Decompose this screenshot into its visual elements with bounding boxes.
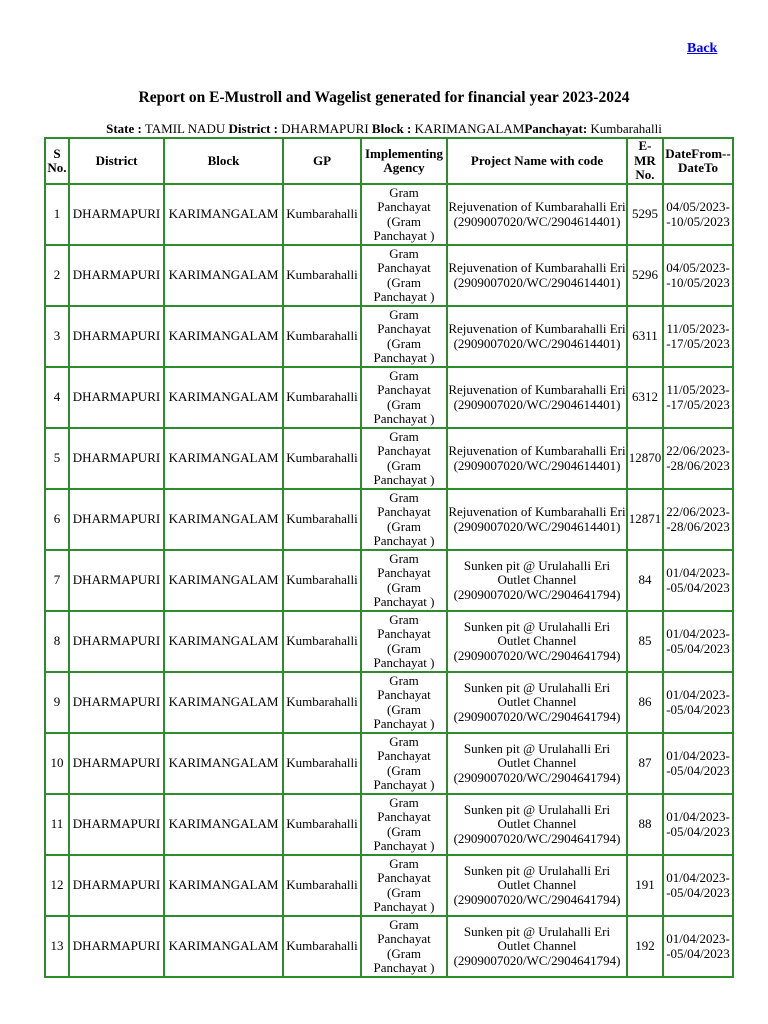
cell-sno: 3 <box>45 306 69 367</box>
cell-gp: Kumbarahalli <box>283 916 361 977</box>
header-district: District <box>69 138 164 184</box>
cell-district: DHARMAPURI <box>69 855 164 916</box>
cell-district: DHARMAPURI <box>69 306 164 367</box>
table-row <box>45 184 733 245</box>
cell-district: DHARMAPURI <box>69 550 164 611</box>
cell-dates: 22/06/2023--28/06/2023 <box>663 428 733 489</box>
cell-gp: Kumbarahalli <box>283 306 361 367</box>
cell-dates: 01/04/2023--05/04/2023 <box>663 550 733 611</box>
panchayat-value: Kumbarahalli <box>590 121 662 136</box>
cell-agency: Gram Panchayat (Gram Panchayat ) <box>361 855 447 916</box>
cell-sno: 10 <box>45 733 69 794</box>
cell-project: Rejuvenation of Kumbarahalli Eri (2909007020/WC/2904614401) <box>447 489 627 550</box>
cell-emr: 192 <box>627 916 663 977</box>
cell-project: Sunken pit @ Urulahalli Eri Outlet Channel (2909007020/WC/2904641794) <box>447 672 627 733</box>
table-row <box>45 550 733 611</box>
cell-district: DHARMAPURI <box>69 672 164 733</box>
cell-block: KARIMANGALAM <box>164 184 283 245</box>
cell-dates: 04/05/2023--10/05/2023 <box>663 184 733 245</box>
cell-emr: 87 <box>627 733 663 794</box>
state-label: State : <box>106 121 142 136</box>
header-emr: E-MR No. <box>627 138 663 184</box>
cell-sno: 12 <box>45 855 69 916</box>
cell-sno: 1 <box>45 184 69 245</box>
header-project: Project Name with code <box>447 138 627 184</box>
cell-gp: Kumbarahalli <box>283 489 361 550</box>
report-title: Report on E-Mustroll and Wagelist generated for financial year 2023-2024 <box>138 89 630 106</box>
header-gp: GP <box>283 138 361 184</box>
header-agency: Implementing Agency <box>361 138 447 184</box>
cell-dates: 01/04/2023--05/04/2023 <box>663 611 733 672</box>
cell-district: DHARMAPURI <box>69 489 164 550</box>
cell-emr: 6311 <box>627 306 663 367</box>
cell-district: DHARMAPURI <box>69 916 164 977</box>
cell-project: Sunken pit @ Urulahalli Eri Outlet Channel (2909007020/WC/2904641794) <box>447 794 627 855</box>
table-row <box>45 428 733 489</box>
table-row <box>45 611 733 672</box>
cell-block: KARIMANGALAM <box>164 794 283 855</box>
table-row <box>45 855 733 916</box>
cell-dates: 11/05/2023--17/05/2023 <box>663 367 733 428</box>
cell-agency: Gram Panchayat (Gram Panchayat ) <box>361 428 447 489</box>
cell-gp: Kumbarahalli <box>283 611 361 672</box>
cell-dates: 04/05/2023--10/05/2023 <box>663 245 733 306</box>
table-row <box>45 672 733 733</box>
cell-project: Sunken pit @ Urulahalli Eri Outlet Channel (2909007020/WC/2904641794) <box>447 916 627 977</box>
cell-sno: 2 <box>45 245 69 306</box>
cell-district: DHARMAPURI <box>69 245 164 306</box>
table-row <box>45 916 733 977</box>
cell-project: Sunken pit @ Urulahalli Eri Outlet Channel (2909007020/WC/2904641794) <box>447 550 627 611</box>
block-value: KARIMANGALAM <box>414 121 525 136</box>
cell-project: Sunken pit @ Urulahalli Eri Outlet Channel (2909007020/WC/2904641794) <box>447 611 627 672</box>
cell-dates: 01/04/2023--05/04/2023 <box>663 672 733 733</box>
district-label: District : <box>228 121 278 136</box>
cell-project: Rejuvenation of Kumbarahalli Eri (2909007020/WC/2904614401) <box>447 367 627 428</box>
panchayat-label: Panchayat: <box>524 121 588 136</box>
cell-sno: 5 <box>45 428 69 489</box>
table-row <box>45 306 733 367</box>
cell-sno: 9 <box>45 672 69 733</box>
cell-emr: 12871 <box>627 489 663 550</box>
header-block: Block <box>164 138 283 184</box>
cell-block: KARIMANGALAM <box>164 733 283 794</box>
cell-block: KARIMANGALAM <box>164 245 283 306</box>
cell-emr: 88 <box>627 794 663 855</box>
cell-project: Rejuvenation of Kumbarahalli Eri (2909007020/WC/2904614401) <box>447 306 627 367</box>
cell-gp: Kumbarahalli <box>283 428 361 489</box>
table-row <box>45 245 733 306</box>
state-value: TAMIL NADU <box>144 121 226 136</box>
cell-project: Rejuvenation of Kumbarahalli Eri (2909007020/WC/2904614401) <box>447 245 627 306</box>
cell-agency: Gram Panchayat (Gram Panchayat ) <box>361 794 447 855</box>
cell-block: KARIMANGALAM <box>164 489 283 550</box>
table-header-row <box>45 138 733 184</box>
cell-emr: 85 <box>627 611 663 672</box>
cell-emr: 5296 <box>627 245 663 306</box>
cell-emr: 5295 <box>627 184 663 245</box>
table-row <box>45 733 733 794</box>
cell-agency: Gram Panchayat (Gram Panchayat ) <box>361 245 447 306</box>
cell-district: DHARMAPURI <box>69 367 164 428</box>
emustroll-table <box>44 137 734 978</box>
cell-emr: 12870 <box>627 428 663 489</box>
cell-sno: 13 <box>45 916 69 977</box>
cell-emr: 86 <box>627 672 663 733</box>
cell-gp: Kumbarahalli <box>283 672 361 733</box>
cell-agency: Gram Panchayat (Gram Panchayat ) <box>361 184 447 245</box>
cell-block: KARIMANGALAM <box>164 428 283 489</box>
cell-sno: 8 <box>45 611 69 672</box>
cell-dates: 01/04/2023--05/04/2023 <box>663 916 733 977</box>
cell-agency: Gram Panchayat (Gram Panchayat ) <box>361 306 447 367</box>
cell-district: DHARMAPURI <box>69 184 164 245</box>
header-dates: DateFrom--DateTo <box>663 138 733 184</box>
cell-gp: Kumbarahalli <box>283 245 361 306</box>
cell-sno: 6 <box>45 489 69 550</box>
cell-block: KARIMANGALAM <box>164 611 283 672</box>
cell-agency: Gram Panchayat (Gram Panchayat ) <box>361 367 447 428</box>
cell-project: Rejuvenation of Kumbarahalli Eri (2909007020/WC/2904614401) <box>447 184 627 245</box>
cell-block: KARIMANGALAM <box>164 916 283 977</box>
cell-dates: 11/05/2023--17/05/2023 <box>663 306 733 367</box>
cell-project: Rejuvenation of Kumbarahalli Eri (2909007020/WC/2904614401) <box>447 428 627 489</box>
cell-block: KARIMANGALAM <box>164 855 283 916</box>
cell-block: KARIMANGALAM <box>164 672 283 733</box>
cell-agency: Gram Panchayat (Gram Panchayat ) <box>361 611 447 672</box>
cell-dates: 01/04/2023--05/04/2023 <box>663 733 733 794</box>
cell-agency: Gram Panchayat (Gram Panchayat ) <box>361 916 447 977</box>
cell-block: KARIMANGALAM <box>164 367 283 428</box>
table-row <box>45 367 733 428</box>
cell-emr: 6312 <box>627 367 663 428</box>
cell-project: Sunken pit @ Urulahalli Eri Outlet Channel (2909007020/WC/2904641794) <box>447 733 627 794</box>
cell-gp: Kumbarahalli <box>283 855 361 916</box>
cell-district: DHARMAPURI <box>69 428 164 489</box>
cell-district: DHARMAPURI <box>69 794 164 855</box>
cell-dates: 01/04/2023--05/04/2023 <box>663 794 733 855</box>
cell-district: DHARMAPURI <box>69 611 164 672</box>
back-link[interactable]: Back <box>687 41 718 56</box>
cell-emr: 84 <box>627 550 663 611</box>
cell-agency: Gram Panchayat (Gram Panchayat ) <box>361 733 447 794</box>
cell-sno: 11 <box>45 794 69 855</box>
cell-gp: Kumbarahalli <box>283 184 361 245</box>
table-row <box>45 794 733 855</box>
cell-agency: Gram Panchayat (Gram Panchayat ) <box>361 550 447 611</box>
cell-gp: Kumbarahalli <box>283 367 361 428</box>
cell-district: DHARMAPURI <box>69 733 164 794</box>
cell-block: KARIMANGALAM <box>164 306 283 367</box>
report-filters <box>0 121 768 137</box>
cell-sno: 4 <box>45 367 69 428</box>
cell-emr: 191 <box>627 855 663 916</box>
header-sno: S No. <box>45 138 69 184</box>
district-value: DHARMAPURI <box>281 121 369 136</box>
block-label: Block : <box>371 121 412 136</box>
cell-sno: 7 <box>45 550 69 611</box>
cell-dates: 22/06/2023--28/06/2023 <box>663 489 733 550</box>
cell-agency: Gram Panchayat (Gram Panchayat ) <box>361 489 447 550</box>
cell-gp: Kumbarahalli <box>283 794 361 855</box>
cell-agency: Gram Panchayat (Gram Panchayat ) <box>361 672 447 733</box>
table-row <box>45 489 733 550</box>
cell-project: Sunken pit @ Urulahalli Eri Outlet Channel (2909007020/WC/2904641794) <box>447 855 627 916</box>
cell-block: KARIMANGALAM <box>164 550 283 611</box>
cell-gp: Kumbarahalli <box>283 733 361 794</box>
cell-gp: Kumbarahalli <box>283 550 361 611</box>
cell-dates: 01/04/2023--05/04/2023 <box>663 855 733 916</box>
